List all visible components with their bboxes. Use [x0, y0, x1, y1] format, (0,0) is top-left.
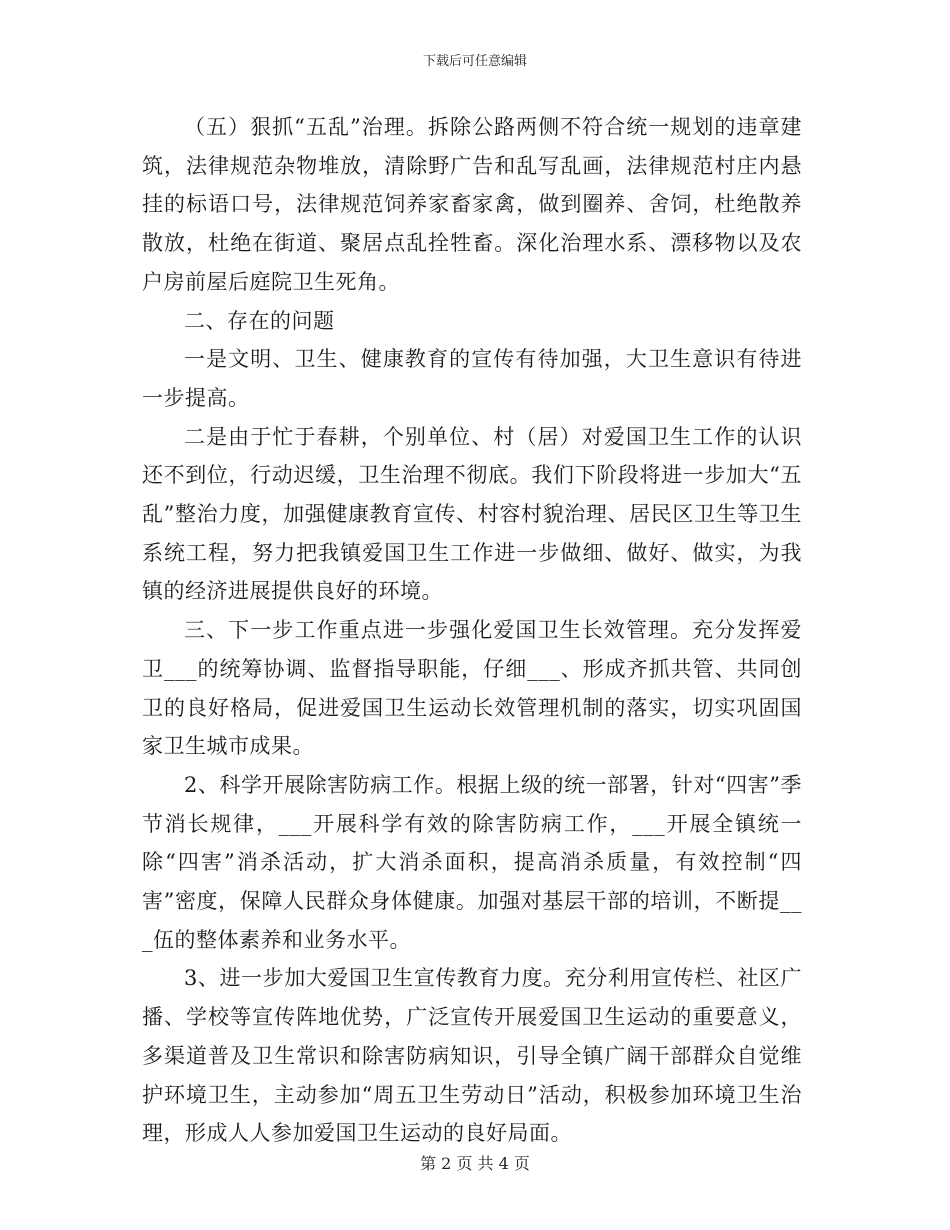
section-heading-problems: 二、存在的问题: [184, 308, 335, 333]
page-number: 第 2 页 共 4 页: [420, 1154, 530, 1173]
paragraph-publicity: 3、进一步加大爱国卫生宣传教育力度。充分利用宣传栏、社区广播、学校等宣传阵地优势，广泛宣传开展爱国卫生运动的重要意义，多渠道普及卫生常识和除害防病知识，引导全镇广阔干部群众自觉维护环境卫生，主动参加“周五卫生劳动日”活动，积极参加环境卫生治理，形成人人参加爱国卫生运动的良好局面。: [142, 966, 802, 1146]
paragraph-problem-two: 二是由于忙于春耕，个别单位、村（居）对爱国卫生工作的认识还不到位，行动迟缓，卫生治理不彻底。我们下阶段将进一步加大“五乱”整治力度，加强健康教育宣传、村容村貌治理、居民区卫生等卫生系统工程，努力把我镇爱国卫生工作进一步做细、做好、做实，为我镇的经济进展提供良好的环境。: [142, 424, 802, 604]
document-body: [142, 108, 802, 1153]
paragraph-five-chaos: （五）狠抓“五乱”治理。拆除公路两侧不符合统一规划的违章建筑，法律规范杂物堆放，清除野广告和乱写乱画，法律规范村庄内悬挂的标语口号，法律规范饲养家畜家禽，做到圈养、舍饲，杜绝散养散放，杜绝在街道、聚居点乱拴牲畜。深化治理水系、漂移物以及农户房前屋后庭院卫生死角。: [142, 115, 802, 294]
paragraph-problem-one: 一是文明、卫生、健康教育的宣传有待加强，大卫生意识有待进一步提高。: [142, 347, 802, 410]
paragraph-next-steps: 三、下一步工作重点进一步强化爱国卫生长效管理。充分发挥爱卫___的统筹协调、监督指导职能，仔细___、形成齐抓共管、共同创卫的良好格局，促进爱国卫生运动长效管理机制的落实，切实巩固国家卫生城市成果。: [142, 618, 802, 759]
paragraph-pest-control: 2、科学开展除害防病工作。根据上级的统一部署，针对“四害”季节消长规律，___开展科学有效的除害防病工作，___开展全镇统一除“四害”消杀活动，扩大消杀面积，提高消杀质量，有效控制“四害”密度，保障人民群众身体健康。加强对基层干部的培训，不断提___伍的整体素养和业务水平。: [142, 772, 802, 952]
page-header-note: 下载后可任意编辑: [422, 54, 527, 69]
